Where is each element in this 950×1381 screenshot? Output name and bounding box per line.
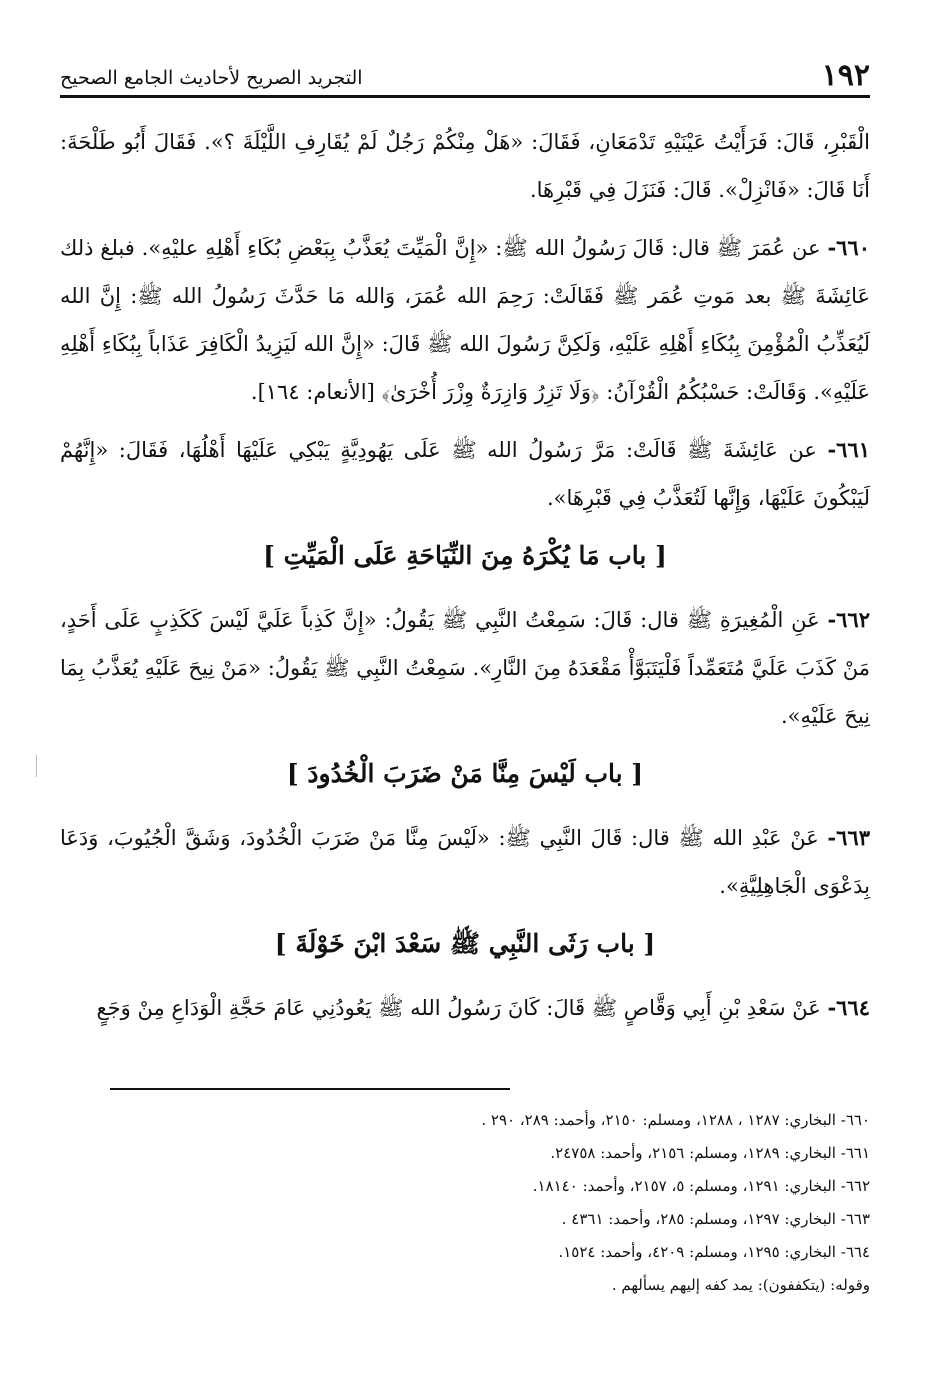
- paragraph-text: الْقَبْرِ، قَالَ: فَرَأَيْتُ عَيْنَيْهِ تَدْمَعَانِ، فَقَالَ: «هَلْ مِنْكُمْ رَجُلٌ لَمْ يُقَارِفِ اللَّيْلَةَ ؟». فَقَالَ أَبُو طَلْحَةَ: أَنَا قَالَ: «فَانْزِلْ». قَالَ: فَنَزَلَ فِي قَبْرِهَا.: [60, 130, 870, 202]
- hadith-number: ٦٦٣-: [827, 825, 870, 850]
- page-number: ١٩٢: [821, 58, 870, 93]
- hadith-number: ٦٦٤-: [827, 995, 870, 1020]
- footnote: ٦٦٣- البخاري: ١٢٩٧، ومسلم: ٢٨٥، وأحمد: ٤٣٦١ .: [561, 1210, 870, 1228]
- chapter-heading: [ باب مَا يُكْرَهُ مِنَ النِّيَاحَةِ عَلَى الْمَيِّتِ ]: [263, 541, 667, 570]
- page-header: [60, 52, 870, 92]
- hadith-number: ٦٦١-: [827, 437, 870, 462]
- main-text: [60, 118, 870, 1042]
- hadith-662: [60, 596, 870, 740]
- hadith-text: عَنْ عَبْدِ الله ﷺ قال: قَالَ النَّبِي ﷺ: «لَيْسَ مِنَّا مَنْ ضَرَبَ الْخُدُودَ، وَشَقَّ الْجُيُوبَ، وَدَعَا بِدَعْوَى الْجَاهِلِيَّةِ».: [60, 826, 870, 898]
- hadith-660: [60, 224, 870, 416]
- footnote: ٦٦١- البخاري: ١٢٨٩، ومسلم: ٢١٥٦، وأحمد: ٢٤٧٥٨.: [550, 1144, 870, 1162]
- hadith-number: ٦٦٠-: [827, 235, 870, 260]
- hadith-664: [60, 984, 870, 1032]
- hadith-663: [60, 814, 870, 910]
- hadith-text: عن عُمَرَ ﷺ قال: قَالَ رَسُولُ الله ﷺ: «إِنَّ الْمَيِّتَ يُعَذَّبُ بِبَعْضِ بُكَاءِ أَهْلِهِ عليْهِ». فبلغ ذلك عَائِشَةَ ﷺ بعد مَوتِ عُمَر ﷺ فَقَالَتْ: رَحِمَ الله عُمَرَ، وَالله مَا حَدَّثَ رَسُولُ الله ﷺ: إِنَّ الله لَيُعَذِّبُ الْمُؤْمِنَ بِبُكَاءِ أَهْلِهِ عَلَيْهِ، وَلَكِنَّ رَسُولَ الله ﷺ قَالَ: «إِنَّ الله لَيَزِيدُ الْكَافِرَ عَذَاباً بِبُكَاءِ أَهْلِهِ عَلَيْهِ». وَقَالَتْ: حَسْبُكُمُ الْقُرْآنُ: ﴿وَلَا تَزِرُ وَازِرَةٌ وِزْرَ أُخْرَىٰ﴾ [الأنعام: ١٦٤].: [60, 236, 870, 404]
- margin-mark: [36, 755, 37, 777]
- hadith-text: عَنِ الْمُغِيرَةِ ﷺ قال: قَالَ: سَمِعْتُ النَّبِي ﷺ يَقُولُ: «إِنَّ كَذِباً عَلَيَّ لَيْسَ كَكَذِبٍ عَلَى أَحَدٍ، مَنْ كَذَبَ عَلَيَّ مُتَعَمِّداً فَلْيَتَبَوَّأْ مَقْعَدَهُ مِنَ النَّارِ». سَمِعْتُ النَّبِي ﷺ يَقُولُ: «مَنْ نِيحَ عَلَيْهِ يُعَذَّبُ بِمَا نِيحَ عَلَيْهِ».: [60, 608, 870, 728]
- footnote-rule: [110, 1088, 510, 1090]
- header-rule: [60, 95, 870, 98]
- paragraph-continued: [60, 118, 870, 214]
- footnotes: [200, 1104, 870, 1302]
- hadith-text: عَنْ سَعْدِ بْنِ أَبِي وَقَّاصٍ ﷺ قَالَ: كَانَ رَسُولُ الله ﷺ يَعُودُنِي عَامَ حَجَّةِ الْوَدَاعِ مِنْ وَجَعٍ: [96, 996, 821, 1020]
- running-title: التجريد الصريح لأحاديث الجامع الصحيح: [60, 67, 363, 89]
- chapter-heading: [ باب لَيْسَ مِنَّا مَنْ ضَرَبَ الْخُدُودَ ]: [286, 759, 644, 788]
- footnote: ٦٦٤- البخاري: ١٢٩٥، ومسلم: ٤٢٠٩، وأحمد: ١٥٢٤.: [558, 1243, 870, 1261]
- hadith-text: عن عَائِشَةَ ﷺ قَالَتْ: مَرَّ رَسُولُ الله ﷺ عَلَى يَهُودِيَّةٍ يَبْكِي عَلَيْهَا أَهْلُهَا، فَقَالَ: «إِنَّهُمْ لَيَبْكُونَ عَلَيْهَا، وَإِنَّها لَتُعَذَّبُ فِي قَبْرِهَا».: [60, 438, 870, 510]
- hadith-661: [60, 426, 870, 522]
- footnote: ٦٦٠- البخاري: ١٢٨٧ ، ١٢٨٨، ومسلم: ٢١٥٠، وأحمد: ٢٨٩، ٢٩٠ .: [481, 1111, 870, 1129]
- hadith-number: ٦٦٢-: [827, 607, 870, 632]
- footnote: ٦٦٢- البخاري: ١٢٩١، ومسلم: ٥، ٢١٥٧، وأحمد: ١٨١٤٠.: [532, 1177, 870, 1195]
- footnote: وقوله: (يتكففون): يمد كفه إليهم يسألهم .: [611, 1276, 870, 1294]
- chapter-heading: [ باب رَثَى النَّبِي ﷺ سَعْدَ ابْنَ خَوْلَةَ ]: [274, 929, 656, 958]
